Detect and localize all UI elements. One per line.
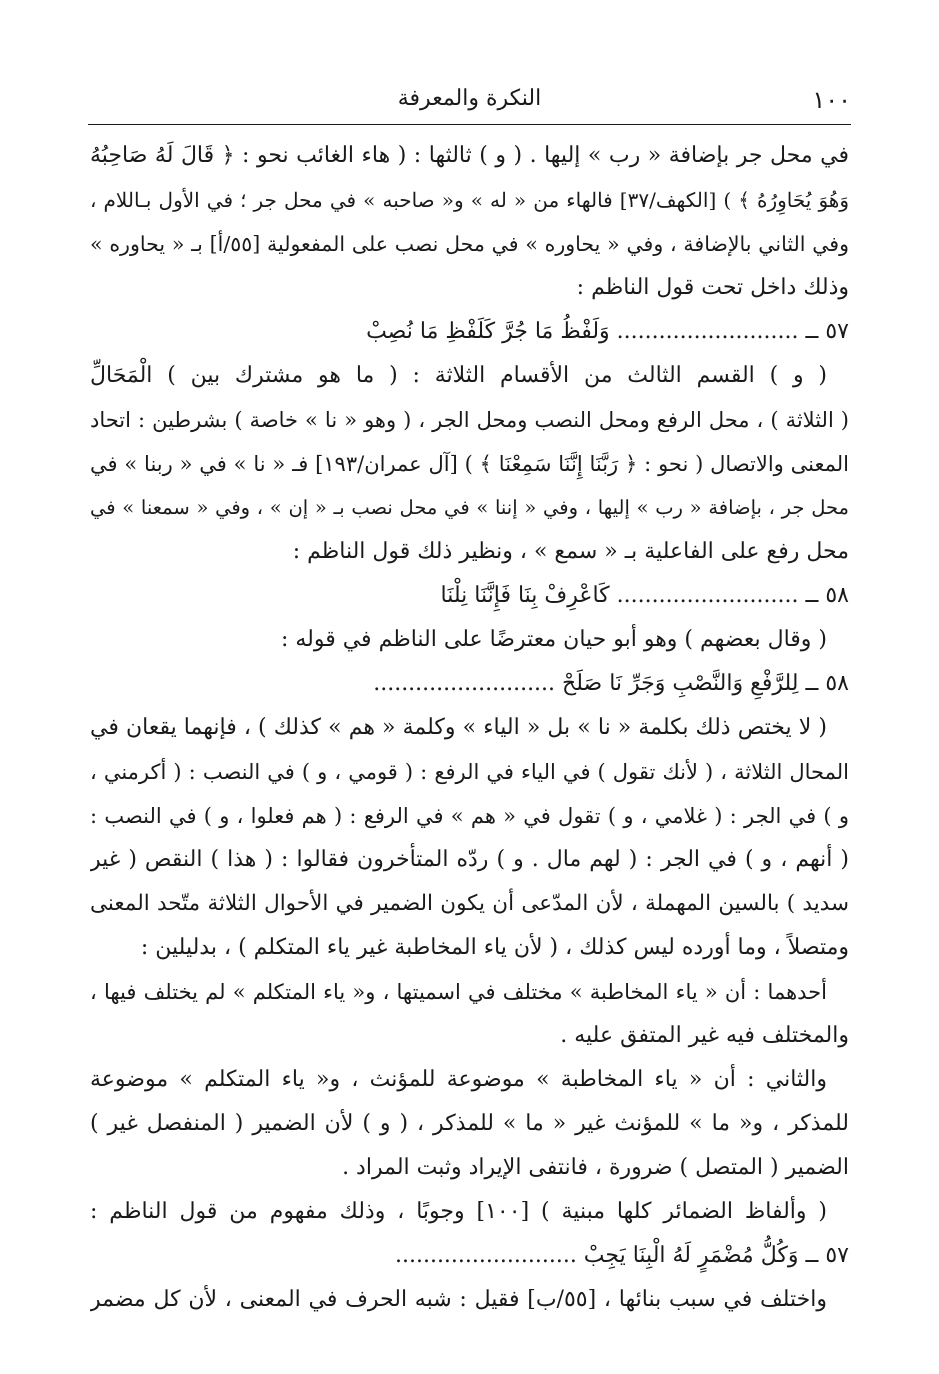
- text-line: ( أنهم ، و ) في الجر : ( لهم مال . و ) ردّه المتأخرون فقالوا : ( هذا ) النقص ( غير: [90, 847, 849, 872]
- text-line: للمذكر ، و« ما » للمؤنث غير « ما » للمذكر ، ( و ) لأن الضمير ( المنفصل غير ): [90, 1111, 849, 1136]
- text-line: ( الثلاثة ) ، محل الرفع ومحل النصب ومحل الجر ، ( وهو « نا » خاصة ) بشرطين : اتحاد: [90, 408, 849, 432]
- text-line: والثاني : أن « ياء المخاطبة » موضوعة للمؤنث ، و« ياء المتكلم » موضوعة: [90, 1067, 827, 1092]
- page-body: [90, 134, 849, 1322]
- text-line: ( وألفاظ الضمائر كلها مبنية ) [١٠٠] وجوبًا ، وذلك مفهوم من قول الناظم :: [90, 1199, 827, 1224]
- text-line: وَهُوَ يُحَاوِرُهُ ﴾ ) [الكهف/٣٧] فالهاء من « له » و« صاحبه » في محل جر ؛ في الأول بـاللام ،: [90, 188, 849, 212]
- text-line: محل جر ، بإضافة « رب » إليها ، وفي « إننا » في محل نصب بـ « إن » ، وفي « سمعنا » في: [90, 496, 849, 519]
- verse-line: ٥٨ ــ لِلرَّفْعِ وَالنَّصْبِ وَجَرِّ نَا صَلَحْ ..........................: [373, 671, 849, 696]
- text-line: المحال الثلاثة ، ( لأنك تقول ) في الياء في الرفع : ( قومي ، و ) في النصب : ( أكرمني ،: [90, 760, 849, 784]
- text-line: المعنى والاتصال ( نحو : ﴿ رَبَّنَا إِنَّنَا سَمِعْنَا ﴾ ) [آل عمران/١٩٣] فـ « نا » في « ربنا » في: [90, 452, 849, 476]
- text-line: وفي الثاني بالإضافة ، وفي « يحاوره » في محل نصب على المفعولية [٥٥/أ] بـ « يحاوره »: [90, 232, 849, 256]
- text-line: الضمير ( المتصل ) ضرورة ، فانتفى الإيراد وثبت المراد .: [342, 1155, 849, 1180]
- text-line: واختلف في سبب بنائها ، [٥٥/ب] فقيل : شبه الحرف في المعنى ، لأن كل مضمر: [90, 1287, 827, 1312]
- page-number: ١٠٠: [812, 86, 851, 114]
- text-line: ومتصلاً ، وما أورده ليس كذلك ، ( لأن ياء المخاطبة غير ياء المتكلم ) ، بدليلين :: [140, 935, 849, 960]
- text-line: و ) في الجر : ( غلامي ، و ) تقول في « هم » في الرفع : ( هم فعلوا ، و ) في النصب :: [90, 804, 849, 828]
- text-line: ( و ) القسم الثالث من الأقسام الثلاثة : ( ما هو مشترك بين ) الْمَحَالِّ: [90, 363, 827, 388]
- text-line: ( وقال بعضهم ) وهو أبو حيان معترضًا على الناظم في قوله :: [280, 627, 827, 652]
- verse-line: ٥٧ ــ وَكُلُّ مُضْمَرٍ لَهُ الْبِنَا يَجِبْ ..........................: [394, 1243, 849, 1268]
- text-line: أحدهما : أن « ياء المخاطبة » مختلف في اسميتها ، و« ياء المتكلم » لم يختلف فيها ،: [90, 980, 827, 1004]
- verse-line: ٥٨ ــ .......................... كَاعْرِفْ بِنَا فَإِنَّنَا نِلْنَا: [440, 583, 849, 608]
- text-line: محل رفع على الفاعلية بـ « سمع » ، ونظير ذلك قول الناظم :: [292, 539, 849, 564]
- text-line: سديد ) بالسين المهملة ، لأن المدّعى أن يكون الضمير في الأحوال الثلاثة متّحد المعنى: [90, 891, 849, 916]
- text-line: والمختلف فيه غير المتفق عليه .: [560, 1023, 849, 1048]
- text-line: وذلك داخل تحت قول الناظم :: [576, 275, 849, 300]
- verse-line: ٥٧ ــ .......................... وَلَفْظُ مَا جُرَّ كَلَفْظِ مَا نُصِبْ: [366, 319, 849, 344]
- page-header: [88, 84, 851, 125]
- running-title: النكرة والمعرفة: [397, 86, 542, 111]
- text-line: ( لا يختص ذلك بكلمة « نا » بل « الياء » وكلمة « هم » كذلك ) ، فإنهما يقعان في: [90, 715, 827, 740]
- text-line: في محل جر بإضافة « رب » إليها . ( و ) ثالثها : ( هاء الغائب نحو : ﴿ قَالَ لَهُ صَاحِبُهُ: [90, 143, 849, 168]
